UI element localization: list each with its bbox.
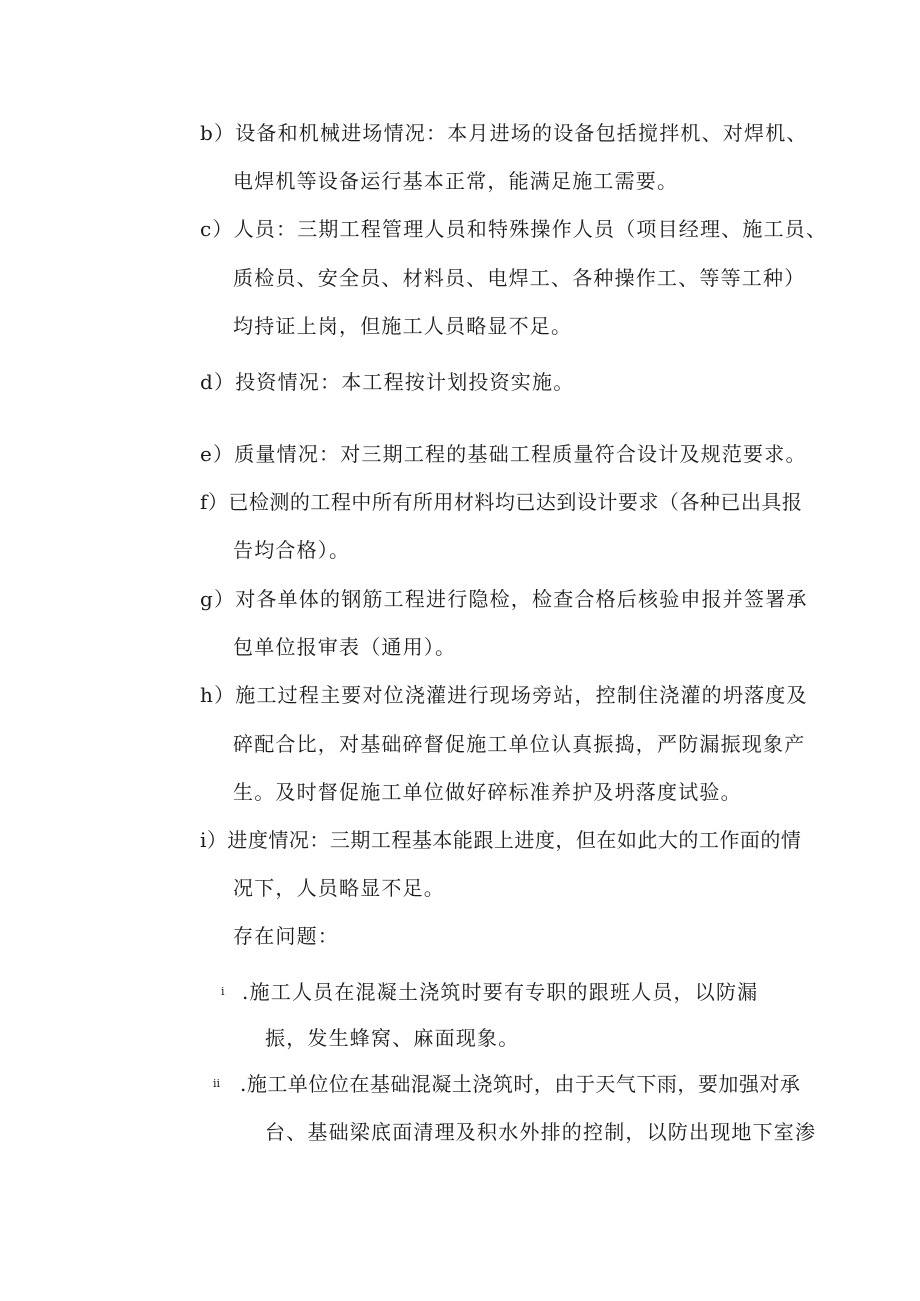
- item-h-label: h）: [200, 683, 236, 707]
- item-h-line-1: h）施工过程主要对位浇灌进行现场旁站，控制住浇灌的坍落度及: [200, 683, 808, 707]
- item-f-line-1: f）已检测的工程中所有所用材料均已达到设计要求（各种已出具报: [200, 490, 803, 514]
- item-i-line-2: 况下，人员略显不足。: [233, 876, 445, 900]
- issue-2-line-1: .施工单位位在基础混凝土浇筑时，由于天气下雨，要加强对承: [240, 1072, 801, 1096]
- item-h-line-2: 碎配合比，对基础碎督促施工单位认真振捣，严防漏振现象产: [233, 732, 806, 756]
- item-c-line-2: 质检员、安全员、材料员、电焊工、各种操作工、等等工种）: [233, 266, 806, 290]
- item-c-line-3: 均持证上岗，但施工人员略显不足。: [233, 314, 573, 338]
- issue-1-line-1: .施工人员在混凝土浇筑时要有专职的跟班人员，以防漏: [242, 980, 759, 1004]
- item-c-line-1: c）人员：三期工程管理人员和特殊操作人员（项目经理、施工员、: [200, 217, 828, 241]
- item-c-label: c）: [200, 217, 234, 241]
- item-i-line-1: i）进度情况：三期工程基本能跟上进度，但在如此大的工作面的情: [200, 828, 802, 852]
- item-d-line-1: d）投资情况：本工程按计划投资实施。: [200, 370, 575, 394]
- item-g-line-2: 包单位报审表（通用）。: [233, 635, 457, 659]
- issue-1-marker: i: [221, 985, 225, 998]
- item-d-label: d）: [200, 370, 236, 394]
- issue-1-line-2: 振，发生蜂窝、麻面现象。: [265, 1026, 520, 1050]
- item-e-line-1: e）质量情况：对三期工程的基础工程质量符合设计及规范要求。: [200, 442, 807, 466]
- item-b-label: b）: [200, 121, 236, 145]
- issue-2-marker: ii: [213, 1077, 221, 1090]
- item-g-label: g）: [200, 587, 236, 611]
- item-i-label: i）: [200, 828, 228, 852]
- item-b-line-2: 电焊机等设备运行基本正常，能满足施工需要。: [233, 169, 679, 193]
- item-h-line-3: 生。及时督促施工单位做好碎标准养护及坍落度试验。: [233, 780, 742, 804]
- item-f-line-2: 告均合格）。: [233, 538, 351, 562]
- item-f-label: f）: [200, 490, 229, 514]
- item-b-line-1: b）设备和机械进场情况：本月进场的设备包括搅拌机、对焊机、: [200, 121, 808, 145]
- item-g-line-1: g）对各单体的钢筋工程进行隐检，检查合格后核验申报并签署承: [200, 587, 808, 611]
- issues-heading: 存在问题：: [233, 924, 339, 948]
- item-e-label: e）: [200, 442, 235, 466]
- issue-2-line-2: 台、基础梁底面清理及积水外排的控制，以防出现地下室渗: [265, 1120, 817, 1144]
